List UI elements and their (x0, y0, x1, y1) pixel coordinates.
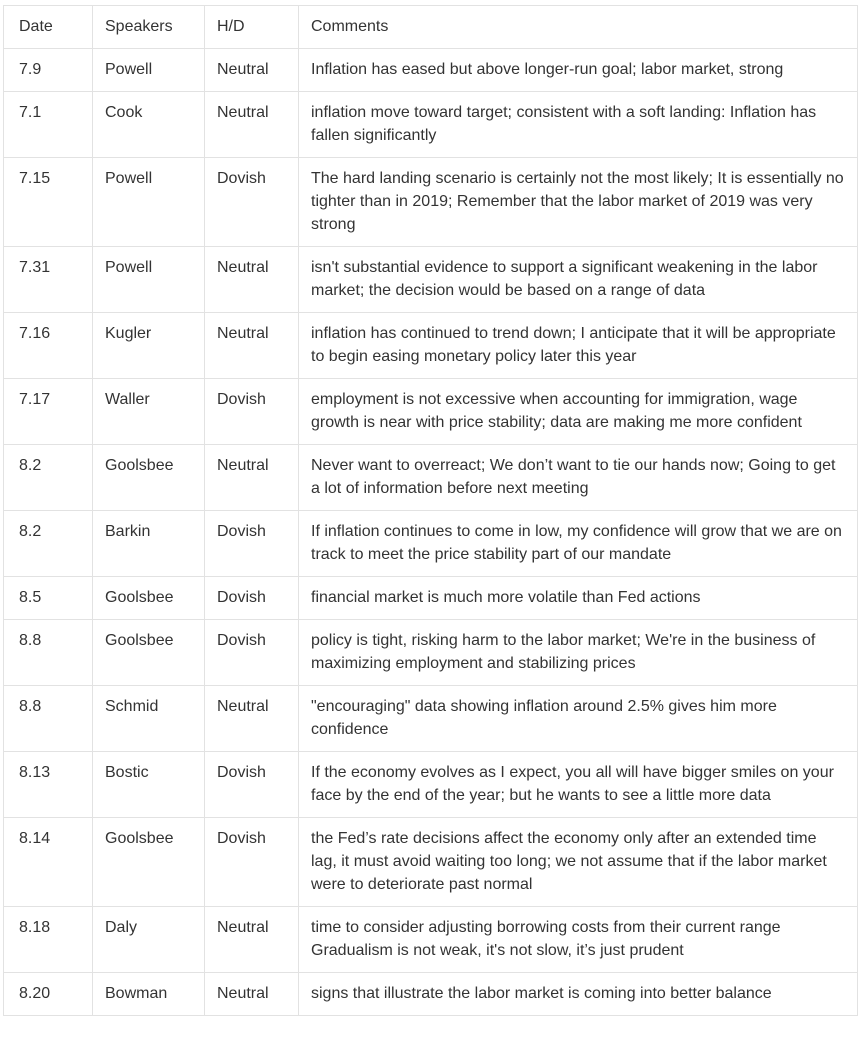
cell-hd: Neutral (205, 49, 299, 92)
table-row (4, 620, 858, 686)
cell-date: 7.15 (4, 158, 93, 247)
table-row (4, 577, 858, 620)
column-header-hd: H/D (205, 6, 299, 49)
cell-date: 8.2 (4, 511, 93, 577)
cell-comments: inflation has continued to trend down; I anticipate that it will be appropriate to begin easing monetary policy later this year (299, 313, 858, 379)
cell-hd: Neutral (205, 445, 299, 511)
cell-date: 8.14 (4, 818, 93, 907)
cell-comments: If inflation continues to come in low, my confidence will grow that we are on track to meet the price stability part of our mandate (299, 511, 858, 577)
cell-hd: Neutral (205, 92, 299, 158)
cell-hd: Dovish (205, 577, 299, 620)
cell-speakers: Kugler (93, 313, 205, 379)
cell-speakers: Goolsbee (93, 445, 205, 511)
cell-comments: "encouraging" data showing inflation around 2.5% gives him more confidence (299, 686, 858, 752)
table-row (4, 511, 858, 577)
cell-hd: Dovish (205, 818, 299, 907)
column-header-speakers: Speakers (93, 6, 205, 49)
table-row (4, 818, 858, 907)
cell-comments: time to consider adjusting borrowing costs from their current range Gradualism is not weak, it's not slow, it’s just prudent (299, 907, 858, 973)
cell-hd: Dovish (205, 158, 299, 247)
cell-hd: Neutral (205, 686, 299, 752)
cell-date: 8.5 (4, 577, 93, 620)
cell-date: 7.16 (4, 313, 93, 379)
cell-speakers: Bostic (93, 752, 205, 818)
cell-comments: policy is tight, risking harm to the labor market; We're in the business of maximizing employment and stabilizing prices (299, 620, 858, 686)
cell-comments: inflation move toward target; consistent with a soft landing: Inflation has fallen significantly (299, 92, 858, 158)
cell-hd: Dovish (205, 752, 299, 818)
table-row (4, 247, 858, 313)
column-header-comments: Comments (299, 6, 858, 49)
cell-comments: financial market is much more volatile than Fed actions (299, 577, 858, 620)
table-row (4, 49, 858, 92)
cell-comments: the Fed’s rate decisions affect the economy only after an extended time lag, it must avoid waiting too long; we not assume that if the labor market were to deteriorate past normal (299, 818, 858, 907)
cell-date: 8.8 (4, 686, 93, 752)
table-row (4, 973, 858, 1016)
fed-speakers-table (3, 5, 858, 1016)
cell-hd: Neutral (205, 907, 299, 973)
cell-speakers: Bowman (93, 973, 205, 1016)
table-row (4, 752, 858, 818)
cell-comments: If the economy evolves as I expect, you all will have bigger smiles on your face by the end of the year; but he wants to see a little more data (299, 752, 858, 818)
cell-speakers: Powell (93, 158, 205, 247)
table-row (4, 92, 858, 158)
cell-date: 7.1 (4, 92, 93, 158)
cell-date: 8.8 (4, 620, 93, 686)
cell-comments: employment is not excessive when accounting for immigration, wage growth is near with price stability; data are making me more confident (299, 379, 858, 445)
cell-speakers: Goolsbee (93, 620, 205, 686)
table-row (4, 158, 858, 247)
cell-comments: signs that illustrate the labor market is coming into better balance (299, 973, 858, 1016)
table-row (4, 686, 858, 752)
cell-hd: Neutral (205, 247, 299, 313)
table-row (4, 907, 858, 973)
cell-comments: Inflation has eased but above longer-run goal; labor market, strong (299, 49, 858, 92)
cell-date: 7.31 (4, 247, 93, 313)
cell-speakers: Daly (93, 907, 205, 973)
cell-date: 8.18 (4, 907, 93, 973)
cell-hd: Neutral (205, 313, 299, 379)
cell-hd: Dovish (205, 511, 299, 577)
cell-comments: The hard landing scenario is certainly not the most likely; It is essentially no tighter than in 2019; Remember that the labor market of 2019 was very strong (299, 158, 858, 247)
cell-speakers: Cook (93, 92, 205, 158)
table-row (4, 379, 858, 445)
table-row (4, 313, 858, 379)
cell-speakers: Waller (93, 379, 205, 445)
cell-date: 8.20 (4, 973, 93, 1016)
cell-comments: Never want to overreact; We don’t want to tie our hands now; Going to get a lot of information before next meeting (299, 445, 858, 511)
cell-hd: Dovish (205, 620, 299, 686)
cell-speakers: Goolsbee (93, 818, 205, 907)
cell-date: 7.17 (4, 379, 93, 445)
cell-hd: Dovish (205, 379, 299, 445)
cell-speakers: Schmid (93, 686, 205, 752)
cell-hd: Neutral (205, 973, 299, 1016)
cell-date: 8.2 (4, 445, 93, 511)
cell-comments: isn't substantial evidence to support a significant weakening in the labor market; the decision would be based on a range of data (299, 247, 858, 313)
column-header-date: Date (4, 6, 93, 49)
cell-date: 7.9 (4, 49, 93, 92)
table-body (4, 49, 858, 1016)
header-row (4, 6, 858, 49)
cell-speakers: Barkin (93, 511, 205, 577)
cell-speakers: Powell (93, 247, 205, 313)
cell-speakers: Powell (93, 49, 205, 92)
cell-date: 8.13 (4, 752, 93, 818)
table-row (4, 445, 858, 511)
cell-speakers: Goolsbee (93, 577, 205, 620)
table-header (4, 6, 858, 49)
